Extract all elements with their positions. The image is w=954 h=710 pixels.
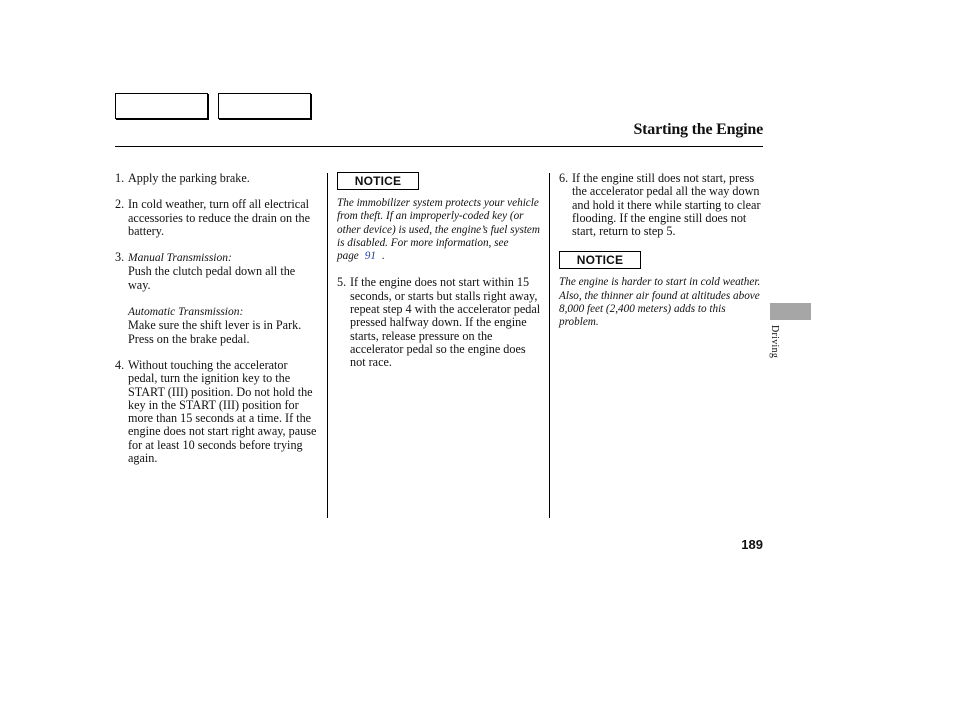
step-5 bbox=[337, 276, 542, 369]
automatic-transmission-label: Automatic Transmission: bbox=[128, 306, 244, 319]
notice-text-end: . bbox=[381, 250, 385, 263]
step-text: Without touching the accelerator pedal, turn the ignition key to the START (III) position. Do not hold the key in the START (III) position for more than 15 seconds at a time. If the engine does not start right away, pause for at least 10 seconds before trying again. bbox=[128, 357, 317, 466]
column-left bbox=[115, 172, 320, 465]
section-tab[interactable] bbox=[770, 303, 811, 320]
step-6 bbox=[559, 172, 764, 238]
notice-badge: NOTICE bbox=[559, 251, 641, 269]
step-3 bbox=[115, 251, 320, 346]
manual-transmission-label: Manual Transmission: bbox=[128, 252, 232, 265]
notice-text: The engine is harder to start in cold weather. Also, the thinner air found at altitudes above 8,000 feet (2,400 meters) adds to this problem. bbox=[559, 276, 761, 329]
nav-button-contents[interactable] bbox=[115, 93, 208, 119]
step-number: 2. bbox=[115, 197, 125, 212]
step-text: In cold weather, turn off all electrical accessories to reduce the drain on the battery. bbox=[128, 197, 311, 238]
column-right bbox=[559, 172, 764, 330]
step-number: 6. bbox=[559, 171, 569, 185]
column-divider-1 bbox=[327, 173, 328, 518]
nav-button-index[interactable] bbox=[218, 93, 311, 119]
column-middle bbox=[337, 172, 542, 370]
page-number: 189 bbox=[741, 537, 763, 552]
notice-badge: NOTICE bbox=[337, 172, 419, 190]
step-number: 4. bbox=[115, 357, 125, 372]
step-4 bbox=[115, 359, 320, 465]
page-title: Starting the Engine bbox=[633, 121, 763, 138]
step-number: 5. bbox=[337, 275, 347, 290]
step-text: Apply the parking brake. bbox=[128, 171, 250, 185]
column-divider-2 bbox=[549, 173, 550, 518]
automatic-transmission-text: Make sure the shift lever is in Park. Press on the brake pedal. bbox=[128, 318, 302, 346]
step-text: If the engine still does not start, press the accelerator pedal all the way down and hold it there while starting to clear flooding. If the engine still does not start, return to step 5. bbox=[572, 171, 761, 239]
notice-text bbox=[337, 197, 542, 263]
section-label: Driving bbox=[769, 325, 780, 359]
title-divider bbox=[115, 146, 763, 147]
step-text: If the engine does not start within 15 seconds, or starts but stalls right away, repeat step 4 with the accelerator pedal pressed halfway down. If the engine starts, release pressure on the accelerator pedal so the engine does not race. bbox=[350, 275, 541, 370]
notice-text-body: The immobilizer system protects your vehicle from theft. If an improperly-coded key (or other device) is used, the engine’s fuel system is disabled. For more information, see page bbox=[337, 197, 540, 263]
manual-transmission-text: Push the clutch pedal down all the way. bbox=[128, 264, 296, 292]
page-reference-link[interactable]: 91 bbox=[364, 250, 376, 263]
step-number: 3. bbox=[115, 250, 125, 265]
step-number: 1. bbox=[115, 171, 125, 185]
step-1 bbox=[115, 172, 320, 185]
step-2 bbox=[115, 198, 320, 238]
